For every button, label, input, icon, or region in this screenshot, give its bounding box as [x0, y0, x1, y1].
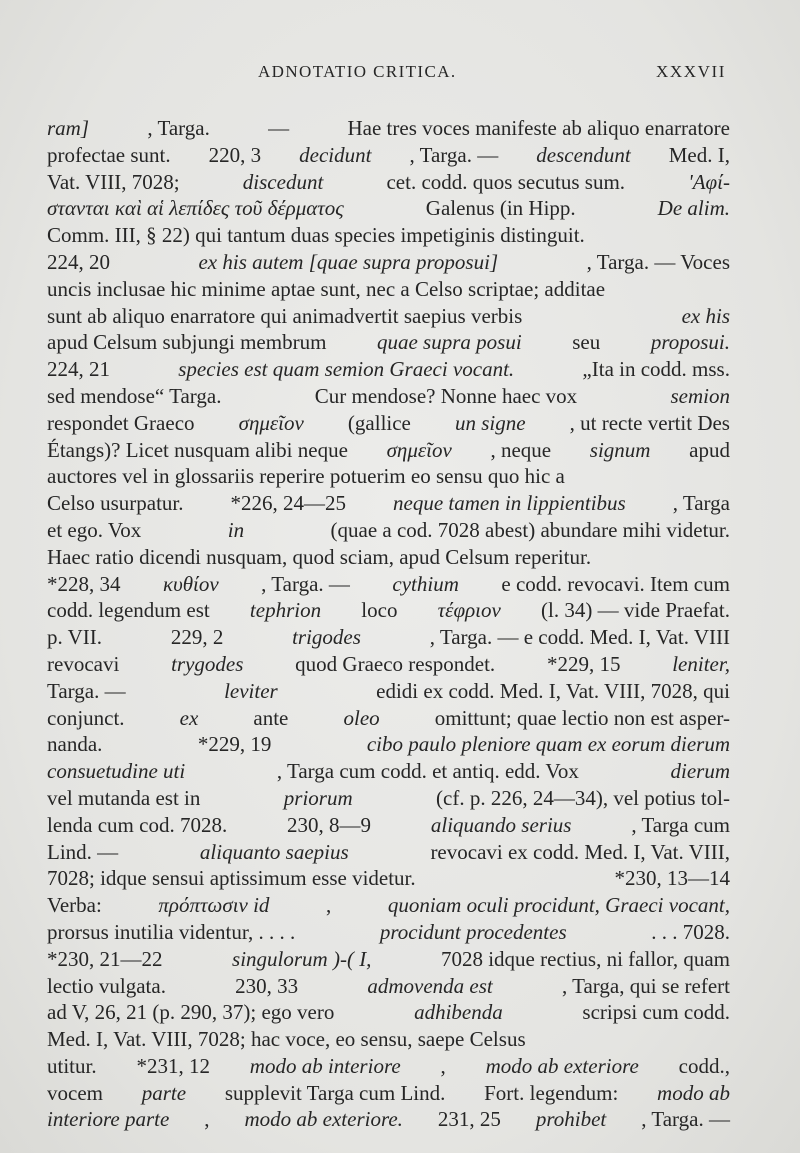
italic-segment: decidunt	[299, 142, 372, 167]
text-segment: 230, 33	[235, 973, 299, 998]
text-segment: 7028; idque sensui aptissimum esse videtur.	[47, 866, 416, 891]
italic-segment: priorum	[283, 785, 353, 810]
text-segment: omittunt; quae lectio non est asper-	[434, 705, 730, 730]
text-line	[47, 195, 730, 222]
italic-segment: in	[227, 517, 245, 542]
text-segment: utitur.	[47, 1053, 97, 1078]
italic-segment: cibo paulo pleniore quam ex eorum dierum	[366, 732, 730, 757]
text-line	[47, 624, 730, 651]
text-segment: Galenus (in Hipp.	[425, 196, 576, 221]
text-segment: , Targa. —	[409, 142, 499, 167]
text-segment: edidi ex codd. Med. I, Vat. VIII, 7028, qui	[376, 678, 730, 703]
text-line	[47, 571, 730, 598]
text-segment: Med. I,	[668, 142, 730, 167]
text-segment: Med. I, Vat. VIII, 7028; hac voce, eo sensu, saepe Celsus	[47, 1027, 526, 1052]
text-line	[47, 973, 730, 1000]
text-line	[47, 919, 730, 946]
text-line	[47, 731, 730, 758]
text-segment: , Targa. — Voces	[586, 249, 730, 274]
italic-segment: adhibenda	[414, 1000, 503, 1025]
text-line	[47, 785, 730, 812]
italic-segment: dierum	[670, 759, 730, 784]
text-segment: , Targa cum	[631, 812, 730, 837]
text-line	[47, 169, 730, 196]
text-line	[47, 276, 730, 303]
text-segment: 231, 25	[437, 1107, 501, 1132]
italic-segment: consuetudine uti	[47, 759, 186, 784]
italic-segment: oleo	[343, 705, 380, 730]
text-line	[47, 222, 730, 249]
text-segment: , ut recte vertit Des	[569, 410, 730, 435]
italic-segment: trigodes	[292, 625, 361, 650]
text-segment: conjunct.	[47, 705, 125, 730]
text-segment: ,	[204, 1107, 210, 1132]
text-segment: , Targa cum codd. et antiq. edd. Vox	[276, 759, 579, 784]
italic-segment: σημεῖον	[386, 437, 452, 462]
text-segment: quod Graeco respondet.	[295, 651, 496, 676]
text-line	[47, 329, 730, 356]
text-segment: apud Celsum subjungi membrum	[47, 330, 327, 355]
text-line	[47, 517, 730, 544]
italic-segment: species est quam semion Graeci vocant.	[178, 357, 515, 382]
text-line	[47, 705, 730, 732]
text-line	[47, 410, 730, 437]
text-segment: prorsus inutilia videntur, . . . .	[47, 919, 296, 944]
italic-segment: ram]	[47, 116, 90, 140]
italic-segment: ex his	[681, 303, 730, 328]
page-header	[258, 62, 730, 86]
text-segment: . . . 7028.	[651, 919, 730, 944]
text-line	[47, 1080, 730, 1107]
italic-segment: quae supra posui	[376, 330, 522, 355]
text-segment: , Targa. —	[641, 1107, 730, 1132]
text-line	[47, 865, 730, 892]
text-segment: Cur mendose? Nonne haec vox	[314, 383, 578, 408]
text-line	[47, 758, 730, 785]
text-segment: revocavi ex codd. Med. I, Vat. VIII,	[430, 839, 730, 864]
text-line	[47, 999, 730, 1026]
text-line	[47, 115, 730, 142]
text-segment: Celso usurpatur.	[47, 491, 184, 516]
text-segment: , Targa, qui se refert	[561, 973, 730, 998]
italic-segment: modo ab	[657, 1080, 730, 1105]
text-segment: lectio vulgata.	[47, 973, 166, 998]
italic-segment: discedunt	[242, 169, 324, 194]
text-segment: 229, 2	[170, 625, 224, 650]
text-line	[47, 490, 730, 517]
italic-segment: κυθίον	[162, 571, 219, 596]
italic-segment: singulorum )-( I,	[232, 946, 372, 971]
italic-segment: modo ab exteriore.	[244, 1107, 403, 1132]
text-segment: Fort. legendum:	[484, 1080, 619, 1105]
italic-segment: De alim.	[657, 196, 730, 221]
text-segment: ,	[440, 1053, 446, 1078]
text-segment: (gallice	[347, 410, 411, 435]
text-segment: ad V, 26, 21 (p. 290, 37); ego vero	[47, 1000, 335, 1025]
italic-segment: proposui.	[650, 330, 730, 355]
italic-segment: cythium	[392, 571, 459, 596]
italic-segment: ex his autem [quae supra proposui]	[198, 249, 499, 274]
text-segment: , Targa. —	[261, 571, 350, 596]
italic-segment: prohibet	[535, 1107, 607, 1132]
text-line	[47, 678, 730, 705]
text-segment: *228, 34	[47, 571, 121, 596]
text-segment: (cf. p. 226, 24—34), vel potius tol-	[436, 785, 730, 810]
text-segment: (quae a cod. 7028 abest) abundare mihi videtur.	[330, 517, 730, 542]
italic-segment: στανται καὶ αἱ λεπίδες τοῦ δέρματος	[47, 196, 344, 221]
text-segment: *230, 21—22	[47, 946, 163, 971]
text-segment: codd.,	[678, 1053, 730, 1078]
italic-segment: admovenda est	[367, 973, 493, 998]
text-segment: Hae tres voces manifeste ab aliquo enarratore	[347, 116, 730, 140]
text-segment: vocem	[47, 1080, 103, 1105]
text-segment: , neque	[490, 437, 552, 462]
text-segment: 224, 20	[47, 249, 110, 274]
text-segment: lenda cum cod. 7028.	[47, 812, 228, 837]
critical-apparatus-text	[47, 115, 730, 1133]
text-segment: Étangs)? Licet nusquam alibi neque	[47, 437, 348, 462]
text-segment: *229, 15	[546, 651, 621, 676]
text-line	[47, 142, 730, 169]
text-segment: revocavi	[47, 651, 120, 676]
italic-segment: procidunt procedentes	[379, 919, 567, 944]
italic-segment: un signe	[454, 410, 526, 435]
text-line	[47, 597, 730, 624]
text-segment: ante	[253, 705, 289, 730]
text-line	[47, 463, 730, 490]
text-segment: 7028 idque rectius, ni fallor, quam	[440, 946, 730, 971]
text-segment: respondet Graeco	[47, 410, 195, 435]
text-segment: , Targa	[672, 491, 730, 516]
text-segment: „Ita in codd. mss.	[582, 357, 730, 382]
text-segment: *230, 13—14	[614, 866, 730, 891]
text-segment: sed mendose“ Targa.	[47, 383, 222, 408]
text-line	[47, 383, 730, 410]
text-segment: p. VII.	[47, 625, 103, 650]
text-line	[47, 356, 730, 383]
italic-segment: leviter	[224, 678, 278, 703]
text-segment: loco	[361, 598, 398, 623]
italic-segment: trygodes	[171, 651, 244, 676]
text-line	[47, 437, 730, 464]
text-segment: Vat. VIII, 7028;	[47, 169, 180, 194]
text-line	[47, 249, 730, 276]
italic-segment: leniter,	[672, 651, 730, 676]
text-segment: scripsi cum codd.	[582, 1000, 730, 1025]
italic-segment: aliquanto saepius	[199, 839, 349, 864]
text-segment: —	[268, 116, 290, 140]
running-title: ADNOTATIO CRITICA.	[258, 62, 457, 81]
text-segment: *231, 12	[136, 1053, 210, 1078]
text-line	[47, 1053, 730, 1080]
italic-segment: modo ab interiore	[249, 1053, 401, 1078]
text-segment: , Targa. — e codd. Med. I, Vat. VIII	[429, 625, 730, 650]
italic-segment: tephrion	[249, 598, 322, 623]
text-line	[47, 839, 730, 866]
text-segment: cet. codd. quos secutus sum.	[386, 169, 626, 194]
italic-segment: descendunt	[536, 142, 631, 167]
text-line	[47, 1026, 730, 1053]
text-line	[47, 303, 730, 330]
italic-segment: modo ab exteriore	[485, 1053, 639, 1078]
text-segment: codd. legendum est	[47, 598, 210, 623]
text-segment: *229, 19	[197, 732, 272, 757]
text-segment: Targa. —	[47, 678, 126, 703]
italic-segment: signum	[589, 437, 651, 462]
text-segment: auctores vel in glossariis reperire potuerim eo sensu quo hic a	[47, 464, 565, 489]
text-segment: seu	[572, 330, 601, 355]
text-segment: *226, 24—25	[230, 491, 346, 516]
text-line	[47, 812, 730, 839]
italic-segment: 'Αφί-	[688, 169, 730, 194]
text-segment: Lind. —	[47, 839, 119, 864]
text-segment: Verba:	[47, 893, 102, 918]
text-line	[47, 892, 730, 919]
italic-segment: semion	[670, 383, 730, 408]
italic-segment: πρόπτωσιν id	[158, 893, 270, 918]
italic-segment: σημεῖον	[238, 410, 304, 435]
page-number: XXXVII	[655, 62, 726, 81]
text-segment: ,	[326, 893, 332, 918]
italic-segment: interiore parte	[47, 1107, 170, 1132]
text-segment: (l. 34) — vide Praefat.	[541, 598, 730, 623]
text-segment: Comm. III, § 22) qui tantum duas species impetiginis distinguit.	[47, 223, 585, 248]
text-segment: Haec ratio dicendi nusquam, quod sciam, apud Celsum reperitur.	[47, 544, 592, 569]
text-line	[47, 946, 730, 973]
italic-segment: aliquando serius	[430, 812, 572, 837]
text-segment: et ego. Vox	[47, 517, 142, 542]
text-line	[47, 544, 730, 571]
text-segment: apud	[689, 437, 730, 462]
text-segment: 230, 8—9	[287, 812, 372, 837]
text-segment: vel mutanda est in	[47, 785, 201, 810]
text-segment: nanda.	[47, 732, 103, 757]
text-segment: supplevit Targa cum Lind.	[224, 1080, 446, 1105]
text-segment: , Targa.	[147, 116, 210, 140]
text-segment: uncis inclusae hic minime aptae sunt, nec a Celso scriptae; additae	[47, 276, 606, 301]
italic-segment: parte	[141, 1080, 187, 1105]
text-segment: sunt ab aliquo enarratore qui animadvertit saepius verbis	[47, 303, 523, 328]
text-line	[47, 1106, 730, 1133]
text-line	[47, 651, 730, 678]
italic-segment: ex	[179, 705, 199, 730]
italic-segment: quoniam oculi procidunt, Graeci vocant,	[387, 893, 730, 918]
text-segment: 220, 3	[208, 142, 262, 167]
text-segment: profectae sunt.	[47, 142, 171, 167]
italic-segment: neque tamen in lippientibus	[393, 491, 626, 516]
text-segment: 224, 21	[47, 357, 110, 382]
italic-segment: τέφριον	[437, 598, 501, 623]
text-segment: e codd. revocavi. Item cum	[501, 571, 730, 596]
